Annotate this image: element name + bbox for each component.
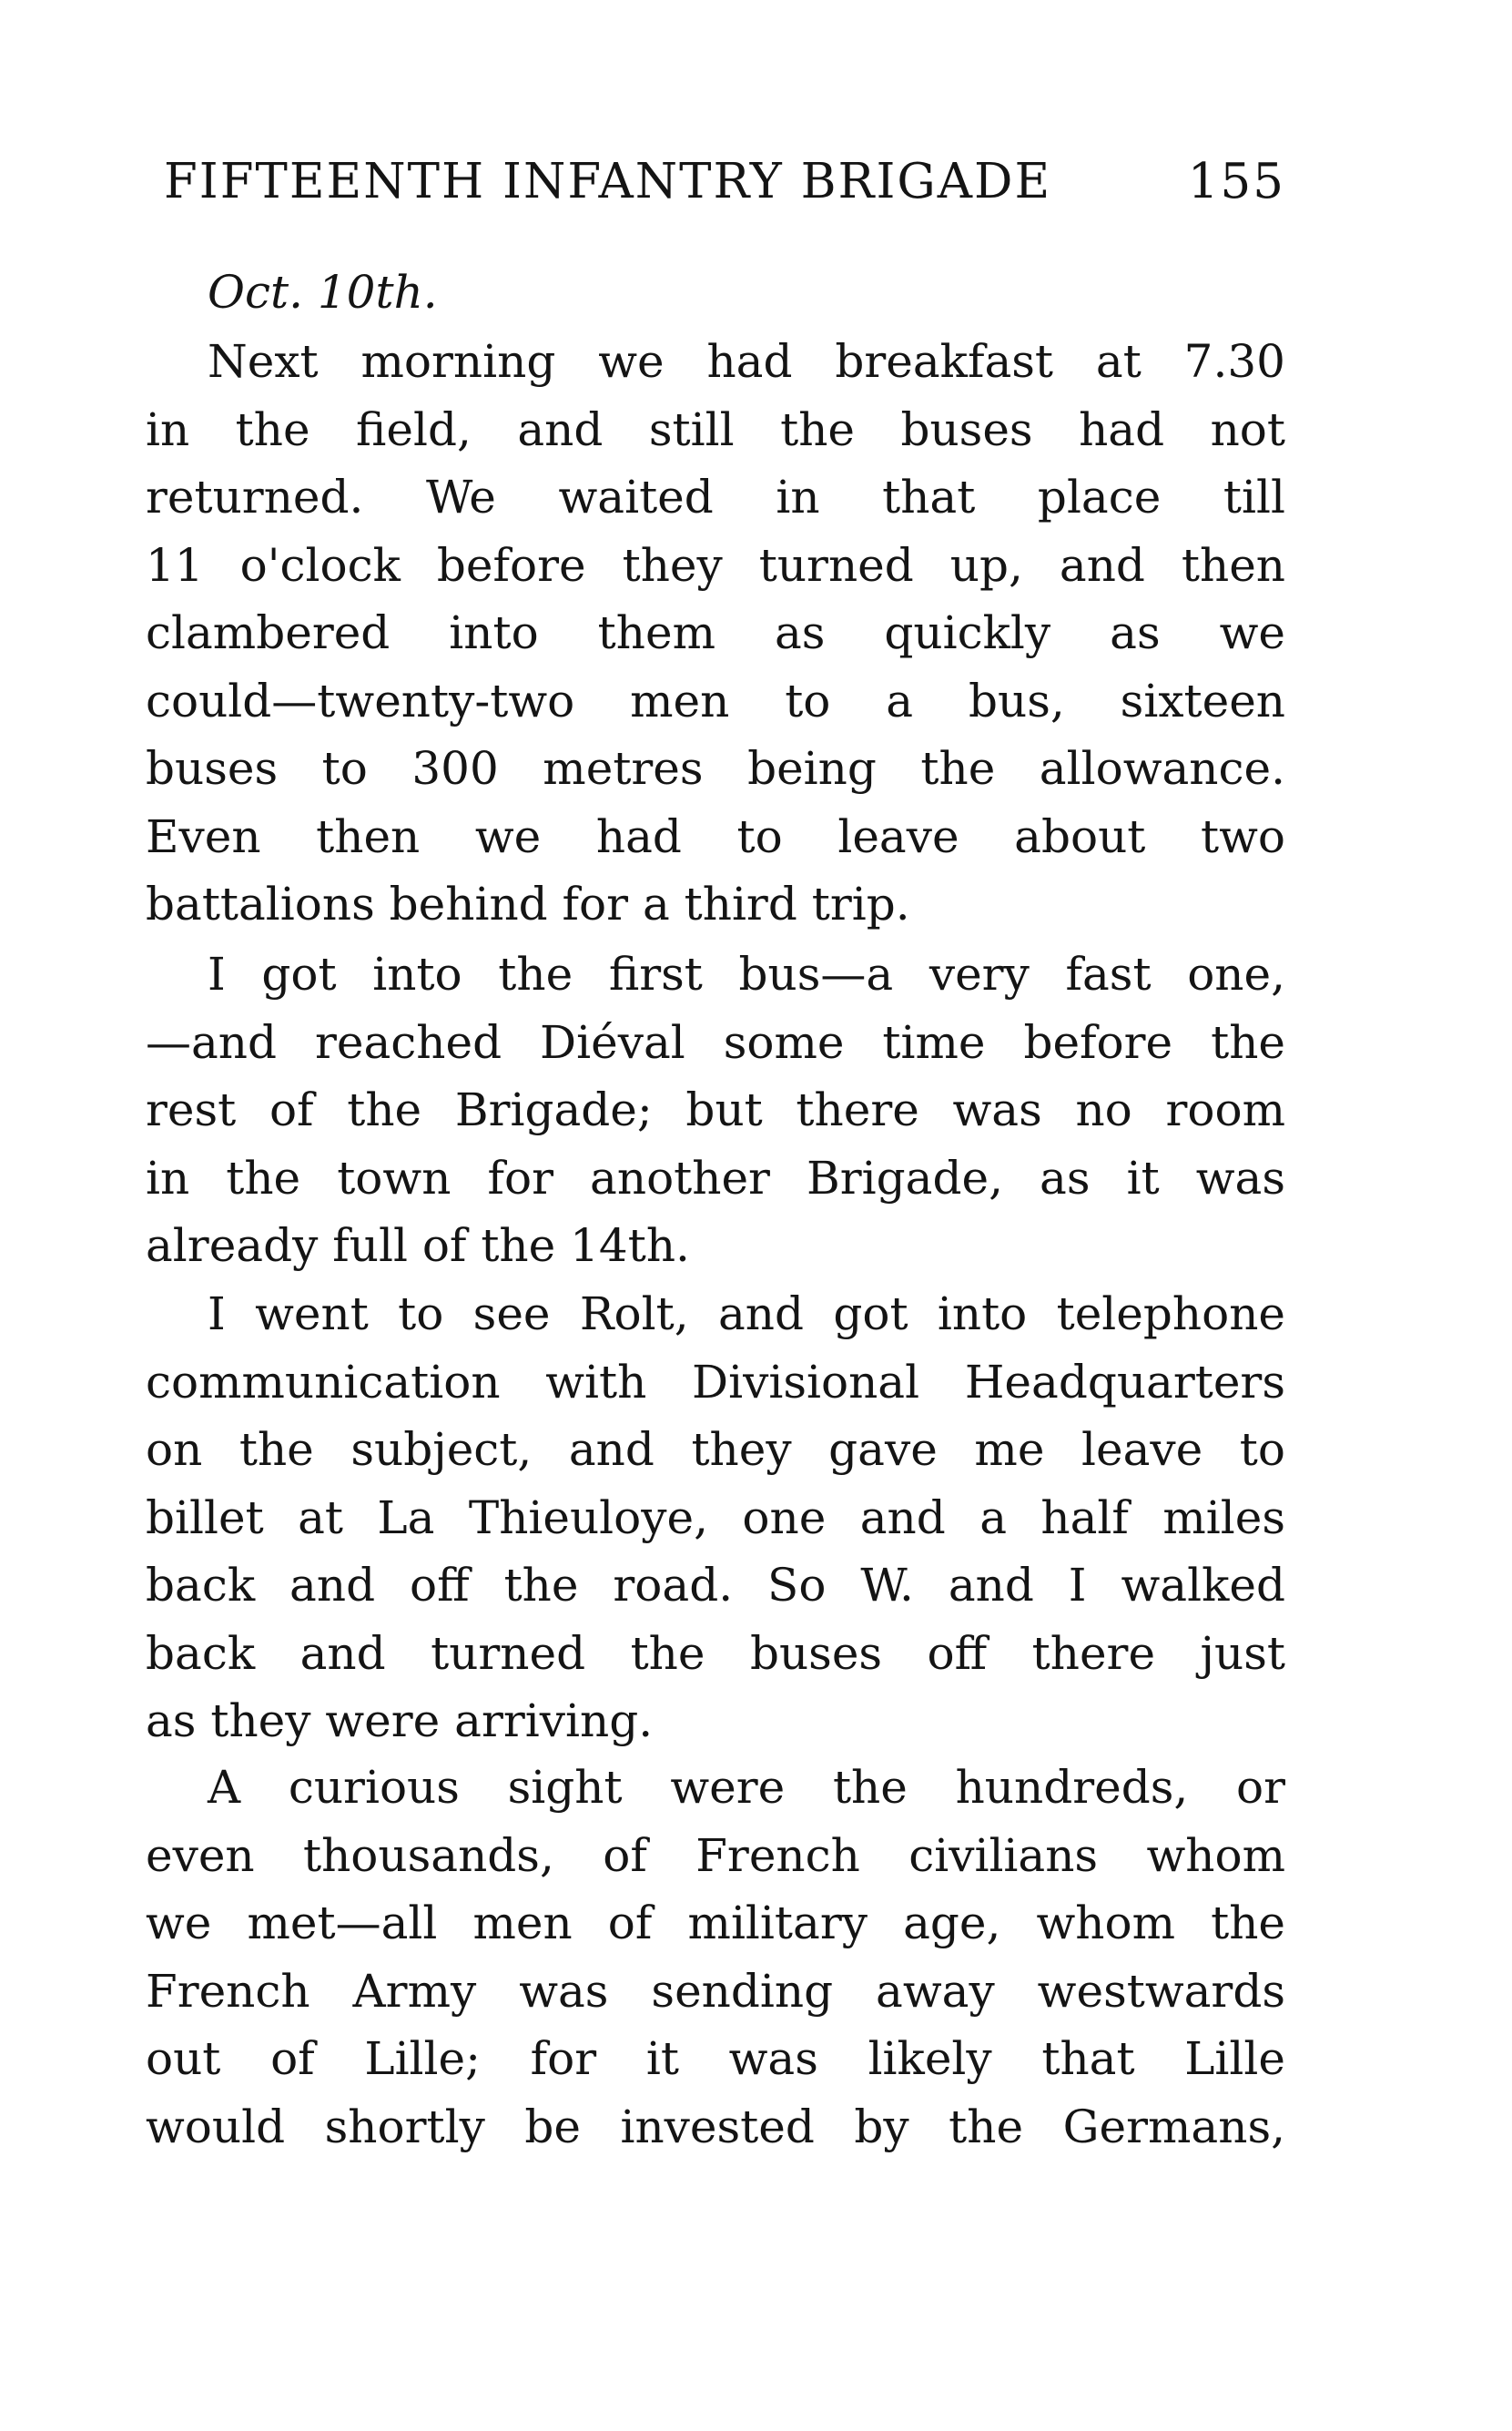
paragraph-4 <box>146 1754 1285 2161</box>
running-head-title: FIFTEENTH INFANTRY BRIGADE <box>164 154 1052 209</box>
text-line: in the town for another Brigade, as it was <box>146 1151 1285 1205</box>
text-line: would shortly be invested by the Germans, <box>146 2100 1285 2153</box>
text-line: back and off the road. So W. and I walked <box>146 1559 1285 1612</box>
text-line: clambered into them as quickly as we <box>146 606 1285 659</box>
text-line: French Army was sending away westwards <box>146 1964 1285 2018</box>
text-line: buses to 300 metres being the allowance. <box>146 742 1285 795</box>
text-line: as they were arriving. <box>146 1694 654 1747</box>
text-line: I got into the first bus—a very fast one, <box>208 948 1285 1001</box>
date-heading: Oct. 10th. <box>208 266 438 319</box>
text-line: Even then we had to leave about two <box>146 809 1285 863</box>
paragraph-1 <box>146 328 1285 939</box>
text-line: Next morning we had breakfast at 7.30 <box>208 335 1285 388</box>
text-line: —and reached Diéval some time before the <box>146 1015 1285 1069</box>
text-line: even thousands, of French civilians whom <box>146 1828 1285 1882</box>
text-line: back and turned the buses off there just <box>146 1626 1285 1680</box>
text-line: we met—all men of military age, whom the <box>146 1897 1285 1949</box>
running-head <box>164 146 1285 219</box>
paragraph-2 <box>146 941 1285 1280</box>
text-line: billet at La Thieuloye, one and a half miles <box>146 1490 1285 1544</box>
text-line: in the field, and still the buses had not <box>146 402 1285 456</box>
text-line: 11 o'clock before they turned up, and then <box>146 538 1285 592</box>
text-line: communication with Divisional Headquarters <box>146 1355 1285 1409</box>
text-line: on the subject, and they gave me leave to <box>146 1423 1285 1476</box>
text-line: battalions behind for a third trip. <box>146 878 910 931</box>
text-line: could—twenty-two men to a bus, sixteen <box>146 674 1285 727</box>
page-number: 155 <box>1187 154 1285 209</box>
text-line: out of Lille; for it was likely that Lille <box>146 2032 1285 2085</box>
paragraph-3 <box>146 1280 1285 1755</box>
text-line: rest of the Brigade; but there was no room <box>146 1083 1285 1136</box>
text-line: I went to see Rolt, and got into telephone <box>208 1287 1285 1340</box>
text-line: returned. We waited in that place till <box>146 471 1285 524</box>
text-line: already full of the 14th. <box>146 1219 690 1272</box>
text-line: A curious sight were the hundreds, or <box>208 1761 1285 1814</box>
